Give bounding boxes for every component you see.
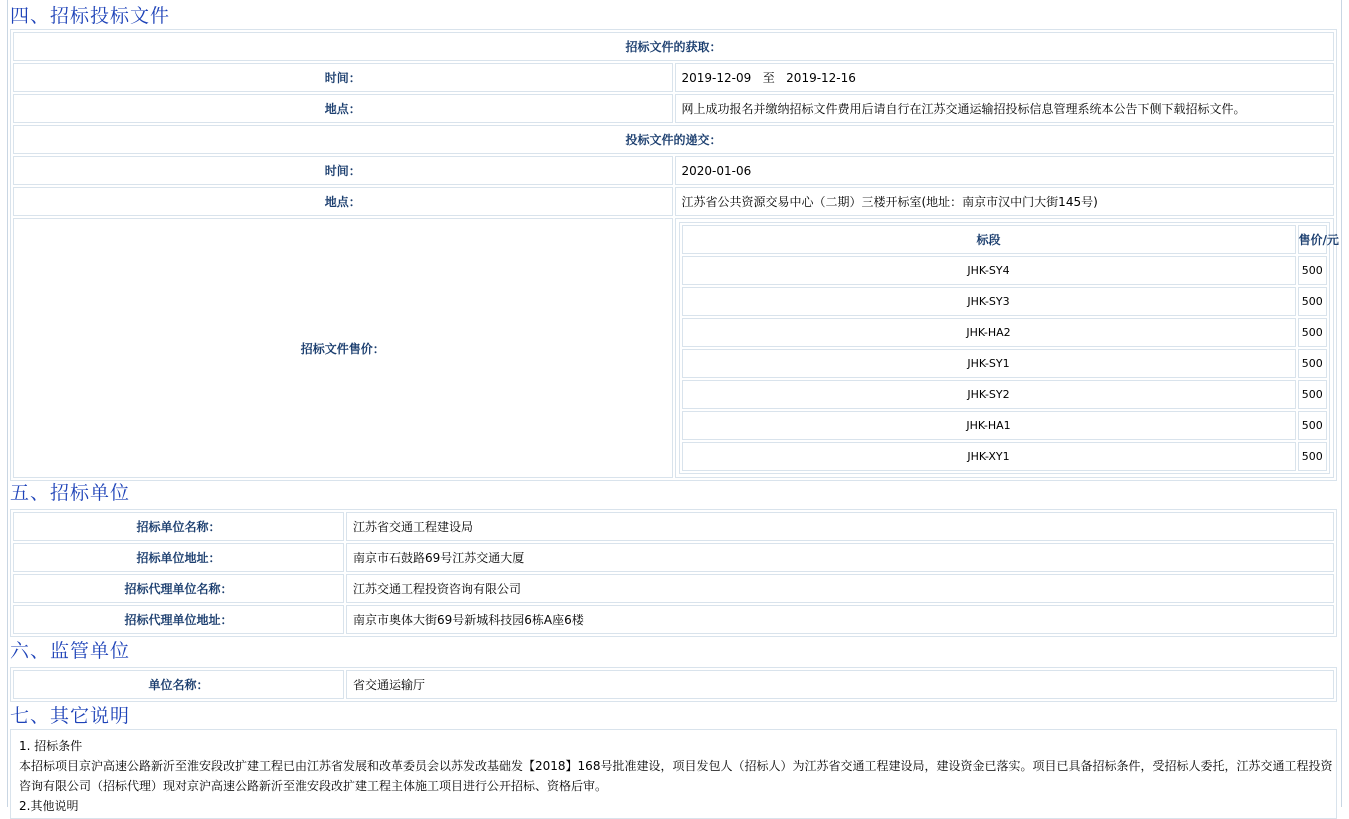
price-row-section: JHK-HA1: [682, 411, 1296, 440]
price-row-price: 500: [1298, 287, 1328, 316]
price-row: [682, 287, 1328, 316]
tendering-unit-table: [10, 509, 1337, 637]
notes-line-4: 2.其他说明: [19, 799, 79, 813]
tenderer-name-value: 江苏省交通工程建设局: [346, 512, 1334, 541]
price-row-price: 500: [1298, 256, 1328, 285]
price-row-section: JHK-SY3: [682, 287, 1296, 316]
agent-address-label: 招标代理单位地址：: [13, 605, 344, 634]
submit-time-value: 2020-01-06: [675, 156, 1335, 185]
supervisor-name-value: 省交通运输厅: [346, 670, 1334, 699]
section-title-other-notes: 七、其它说明: [10, 705, 131, 727]
acquire-place-value: 网上成功报名并缴纳招标文件费用后请自行在江苏交通运输招投标信息管理系统本公告下侧下载招标文件。: [675, 94, 1335, 123]
tenderer-address-value: 南京市石鼓路69号江苏交通大厦: [346, 543, 1334, 572]
price-cell: [675, 218, 1339, 478]
price-row-section: JHK-SY1: [682, 349, 1296, 378]
price-row-section: JHK-HA2: [682, 318, 1296, 347]
price-row-section: JHK-SY2: [682, 380, 1296, 409]
agent-name-label: 招标代理单位名称：: [13, 574, 344, 603]
submit-place-value: 江苏省公共资源交易中心（二期）三楼开标室(地址：南京市汉中门大街145号): [675, 187, 1335, 216]
notes-line-3: 咨询有限公司（招标代理）现对京沪高速公路新沂至淮安段改扩建工程主体施工项目进行公开招标、资格后审。: [19, 779, 608, 793]
price-table: [679, 222, 1339, 474]
price-row: [682, 256, 1328, 285]
acquire-time-value: [675, 63, 1335, 92]
supervising-unit-table: [10, 667, 1337, 702]
price-row-section: JHK-XY1: [682, 442, 1296, 471]
price-row-price: 500: [1298, 349, 1328, 378]
acquire-header: 招标文件的获取：: [13, 32, 1334, 61]
price-row: [682, 380, 1328, 409]
other-notes-box: [10, 729, 1337, 819]
section-title-supervising-unit: 六、监管单位: [10, 640, 131, 662]
price-row-price: 500: [1298, 411, 1328, 440]
price-row-price: 500: [1298, 318, 1328, 347]
section-title-tendering-unit: 五、招标单位: [10, 482, 131, 504]
notes-line-2: 本招标项目京沪高速公路新沂至淮安段改扩建工程已由江苏省发展和改革委员会以苏发改基础发【2018】168号批准建设，项目发包人（招标人）为江苏省交通工程建设局，建设资金已落实。项目已具备招标条件，受招标人委托，江苏交通工程投资: [19, 759, 1333, 773]
submit-header: 投标文件的递交：: [13, 125, 1334, 154]
price-label: 招标文件售价：: [13, 218, 673, 478]
price-row: [682, 411, 1328, 440]
section-title-bidding-documents: 四、招标投标文件: [10, 5, 171, 27]
submit-time-label: 时间：: [13, 156, 673, 185]
acquire-place-label: 地点：: [13, 94, 673, 123]
price-row: [682, 349, 1328, 378]
notes-line-1: 1. 招标条件: [19, 739, 83, 753]
agent-name-value: 江苏交通工程投资咨询有限公司: [346, 574, 1334, 603]
price-row-price: 500: [1298, 380, 1328, 409]
price-header-price: 售价/元: [1298, 225, 1328, 254]
acquire-time-label: 时间：: [13, 63, 673, 92]
price-row: [682, 442, 1328, 471]
agent-address-value: 南京市奥体大街69号新城科技园6栋A座6楼: [346, 605, 1334, 634]
supervisor-name-label: 单位名称：: [13, 670, 344, 699]
price-row: [682, 318, 1328, 347]
tenderer-address-label: 招标单位地址：: [13, 543, 344, 572]
price-row-price: 500: [1298, 442, 1328, 471]
submit-place-label: 地点：: [13, 187, 673, 216]
acquire-time-end: 2019-12-16: [786, 71, 856, 85]
tenderer-name-label: 招标单位名称：: [13, 512, 344, 541]
acquire-time-start: 2019-12-09: [681, 71, 752, 85]
bidding-documents-table: [10, 29, 1337, 481]
price-row-section: JHK-SY4: [682, 256, 1296, 285]
price-header-section: 标段: [682, 225, 1296, 254]
acquire-time-to: 至: [762, 71, 775, 85]
